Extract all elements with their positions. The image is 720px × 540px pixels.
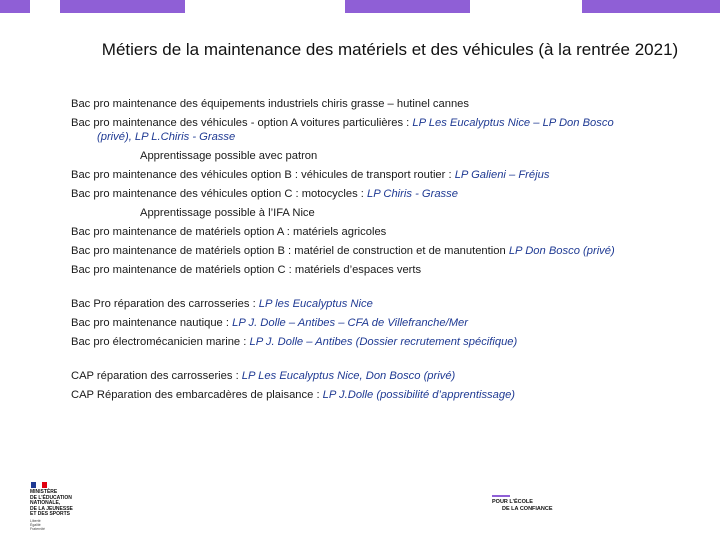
ministry-logo: MINISTÈRE DE L’ÉDUCATION NATIONALE, DE LA JEUNESSE ET DES SPORTS Liberté Égalité Fraternité bbox=[30, 482, 90, 532]
list-item: Bac pro maintenance des équipements industriels chiris grasse – hutinel cannes bbox=[71, 98, 470, 110]
list-item: Bac Pro réparation des carrosseries : LP les Eucalyptus Nice bbox=[71, 298, 373, 310]
list-item: Bac pro maintenance des véhicules - option A voitures particulières : LP Les Eucalyptus Nice – LP Don Bosco (privé), LP L.Chiris - Grasse bbox=[71, 117, 614, 143]
list-item: Bac pro maintenance nautique : LP J. Dolle – Antibes – CFA de Villefranche/Mer bbox=[71, 317, 468, 329]
list-item: Bac pro maintenance des véhicules option B : véhicules de transport routier : LP Galieni – Fréjus bbox=[71, 169, 550, 181]
top-bar-segment bbox=[345, 0, 470, 13]
flag-icon bbox=[31, 482, 47, 488]
list-item: Bac pro maintenance de matériels option B : matériel de construction et de manutention LP Don Bosco (privé) bbox=[71, 245, 615, 257]
list-item: Bac pro maintenance de matériels option C : matériels d’espaces verts bbox=[71, 264, 422, 276]
top-bar-segment bbox=[582, 0, 720, 13]
list-item: Bac pro électromécanicien marine : LP J. Dolle – Antibes (Dossier recrutement spécifique) bbox=[71, 336, 518, 348]
top-bar-segment bbox=[0, 0, 30, 13]
list-item: Apprentissage possible avec patron bbox=[140, 150, 318, 162]
list-item: Bac pro maintenance de matériels option A : matériels agricoles bbox=[71, 226, 387, 238]
list-item: Bac pro maintenance des véhicules option C : motocycles : LP Chiris - Grasse bbox=[71, 188, 458, 200]
slide-title: Métiers de la maintenance des matériels et des véhicules (à la rentrée 2021) bbox=[101, 40, 679, 59]
ecole-confiance-logo: POUR L’ÉCOLE DE LA CONFIANCE bbox=[492, 495, 553, 513]
list-item: Apprentissage possible à l’IFA Nice bbox=[140, 207, 315, 219]
list-item: CAP Réparation des embarcadères de plaisance : LP J.Dolle (possibilité d’apprentissage) bbox=[71, 389, 516, 401]
course-list bbox=[71, 97, 711, 407]
list-item: CAP réparation des carrosseries : LP Les Eucalyptus Nice, Don Bosco (privé) bbox=[71, 370, 456, 382]
top-bar-segment bbox=[60, 0, 185, 13]
